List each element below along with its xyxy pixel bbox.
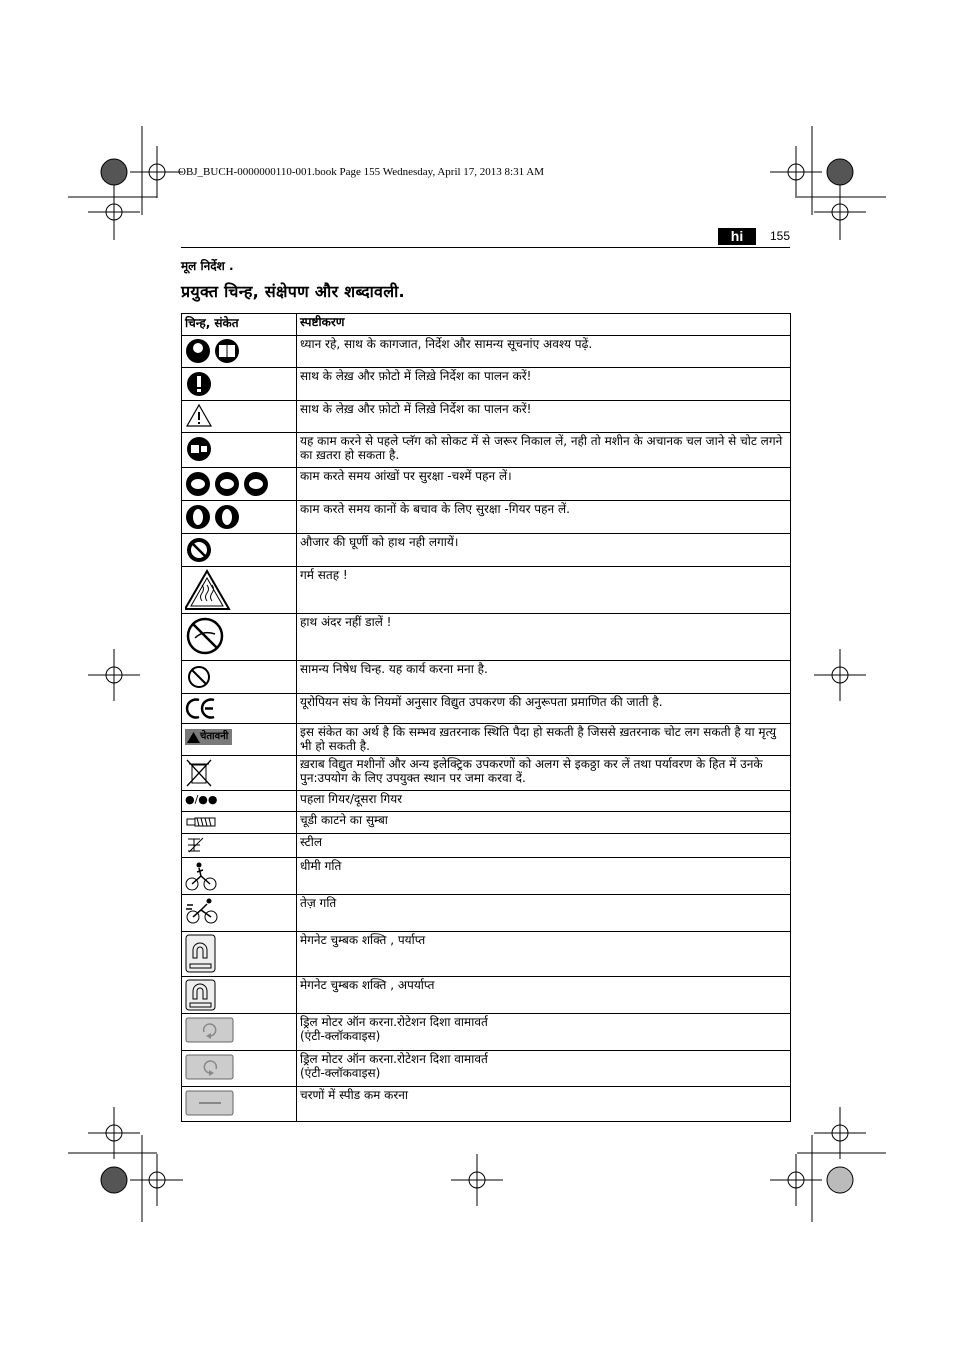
- ear-protection-icons: [185, 503, 245, 531]
- table-row: [182, 791, 791, 812]
- row-text: सामन्य निषेध चिन्ह. यह कार्य करना मना है.: [297, 661, 791, 694]
- table-row: [182, 614, 791, 661]
- no-touch-rotation-icon: [185, 536, 215, 564]
- file-info-header: OBJ_BUCH-0000000110-001.book Page 155 Wednesday, April 17, 2013 8:31 AM: [178, 166, 544, 178]
- magnet-insufficient-icon: [185, 979, 217, 1011]
- row-text: स्टील: [297, 834, 791, 858]
- row-text: यह काम करने से पहले प्लॅग को सोकट में से जरूर निकाल लें, नही तो मशीन के अचानक चल जाने से चोट लगने का ख़तरा हो सकता है.: [297, 433, 791, 468]
- row-text: गर्म सतह !: [297, 567, 791, 614]
- row-text: पहला गियर/दूसरा गियर: [297, 791, 791, 812]
- no-hand-inside-icon: [185, 616, 227, 658]
- row-text: साथ के लेख़ और फ़ोटो में लिख़े निर्देश का पालन करें!: [297, 401, 791, 433]
- row-text: काम करते समय आंखों पर सुरक्षा -चश्में पहन लें।: [297, 468, 791, 501]
- row-text: तेज़ गति: [297, 895, 791, 932]
- mandatory-exclamation-icon: [185, 370, 215, 398]
- table-row: [182, 534, 791, 567]
- table-row: [182, 977, 791, 1014]
- table-row: [182, 661, 791, 694]
- table-row: [182, 1014, 791, 1051]
- row-text: हाथ अंदर नहीं डालें !: [297, 614, 791, 661]
- rotate-ccw-button-icon: [185, 1053, 235, 1081]
- weee-bin-icon: [185, 758, 215, 788]
- row-text: काम करते समय कानों के बचाव के लिए सुरक्षा -गियर पहन लें.: [297, 501, 791, 534]
- gear-dots-icon: ●/●●: [182, 791, 297, 812]
- ce-mark-icon: [185, 696, 219, 720]
- col-header-explanation: स्पष्टीकरण: [297, 314, 791, 336]
- minus-button-icon: [185, 1089, 235, 1117]
- row-text: ध्यान रहे, साथ के कागजात, निर्देश और सामन्य सूचनांए अवश्य पढ़ें.: [297, 336, 791, 368]
- row-text-line1: ड्रिल मोटर ऑन करना.रोटेशन दिशा वामावर्त: [300, 1015, 488, 1029]
- table-row: [182, 694, 791, 724]
- table-row: [182, 336, 791, 368]
- table-row: [182, 433, 791, 468]
- unplug-icon: [185, 435, 215, 463]
- row-text: चूडी काटने का सुम्बा: [297, 812, 791, 834]
- row-text: धीमी गति: [297, 858, 791, 895]
- row-text: साथ के लेख़ और फ़ोटो में लिख़े निर्देश का पालन करें!: [297, 368, 791, 401]
- row-text: ख़राब विद्युत मशीनों और अन्य इलेक्ट्रिक उपकरणों को अलग से इकठ्ठा कर लें तथा पर्यावरण के हित में उनके पुन:उपयोग के लिए उपयुक्त स्थान पर जमा करवा दें.: [297, 756, 791, 791]
- row-text: मेगनेट चुम्बक शक्ति , अपर्याप्त: [297, 977, 791, 1014]
- table-row: [182, 858, 791, 895]
- symbols-table: [181, 313, 791, 1122]
- table-row: [182, 368, 791, 401]
- table-row: [182, 1087, 791, 1122]
- col-header-symbol: चिन्ह, संकेत: [182, 314, 297, 336]
- row-text: औजार की घूर्णी को हाथ नही लगायें।: [297, 534, 791, 567]
- table-row: [182, 756, 791, 791]
- warning-triangle-small-icon: [187, 732, 200, 743]
- row-text-line2: (एंटी-क्लॉकवाइस): [300, 1066, 381, 1080]
- table-row: [182, 1051, 791, 1087]
- read-manual-icons: [185, 338, 245, 364]
- table-row: [182, 895, 791, 932]
- table-row: [182, 401, 791, 433]
- steel-icon: [185, 836, 209, 854]
- doc-label: मूल निर्देश .: [181, 259, 234, 273]
- table-row: [182, 812, 791, 834]
- table-row: [182, 932, 791, 977]
- table-row: [182, 834, 791, 858]
- table-row: [182, 567, 791, 614]
- table-row: [182, 501, 791, 534]
- table-row: [182, 468, 791, 501]
- row-text: चरणों में स्पीड कम करना: [297, 1087, 791, 1122]
- table-header-row: [182, 314, 791, 336]
- eye-protection-icons: [185, 470, 271, 498]
- row-text: मेगनेट चुम्बक शक्ति , पर्याप्त: [297, 932, 791, 977]
- warning-triangle-icon: [185, 403, 215, 429]
- rotate-cw-button-icon: [185, 1016, 235, 1044]
- thread-cutting-icon: [185, 814, 219, 830]
- magnet-sufficient-icon: [185, 934, 217, 974]
- row-text: [297, 1051, 791, 1087]
- row-text-line2: (एंटी-क्लॉकवाइस): [300, 1029, 381, 1043]
- fast-bike-icon: [185, 897, 219, 925]
- row-text: [297, 1014, 791, 1051]
- slow-bike-icon: [185, 860, 217, 892]
- language-badge: hi: [718, 228, 756, 245]
- warning-label-icon: [185, 729, 232, 745]
- hot-surface-icon: [185, 569, 231, 611]
- warning-label-text: चेतावनी: [200, 731, 229, 742]
- row-text: इस संकेत का अर्थ है कि सम्भव ख़तरनाक स्थिति पैदा हो सकती है जिससे ख़तरनाक चोट लग सकती है या मृत्यु भी हो सकती है.: [297, 724, 791, 756]
- row-text: यूरोपियन संघ के नियमों अनुसार विद्युत उपकरण की अनुरूपता प्रमाणित की जाती है.: [297, 694, 791, 724]
- page-number: 155: [770, 229, 791, 243]
- prohibition-icon: [185, 663, 215, 691]
- row-text-line1: ड्रिल मोटर ऑन करना.रोटेशन दिशा वामावर्त: [300, 1052, 488, 1066]
- table-row: [182, 724, 791, 756]
- doc-title: प्रयुक्त चिन्ह, संक्षेपण और शब्दावली.: [181, 282, 405, 301]
- header-rule: [181, 247, 790, 248]
